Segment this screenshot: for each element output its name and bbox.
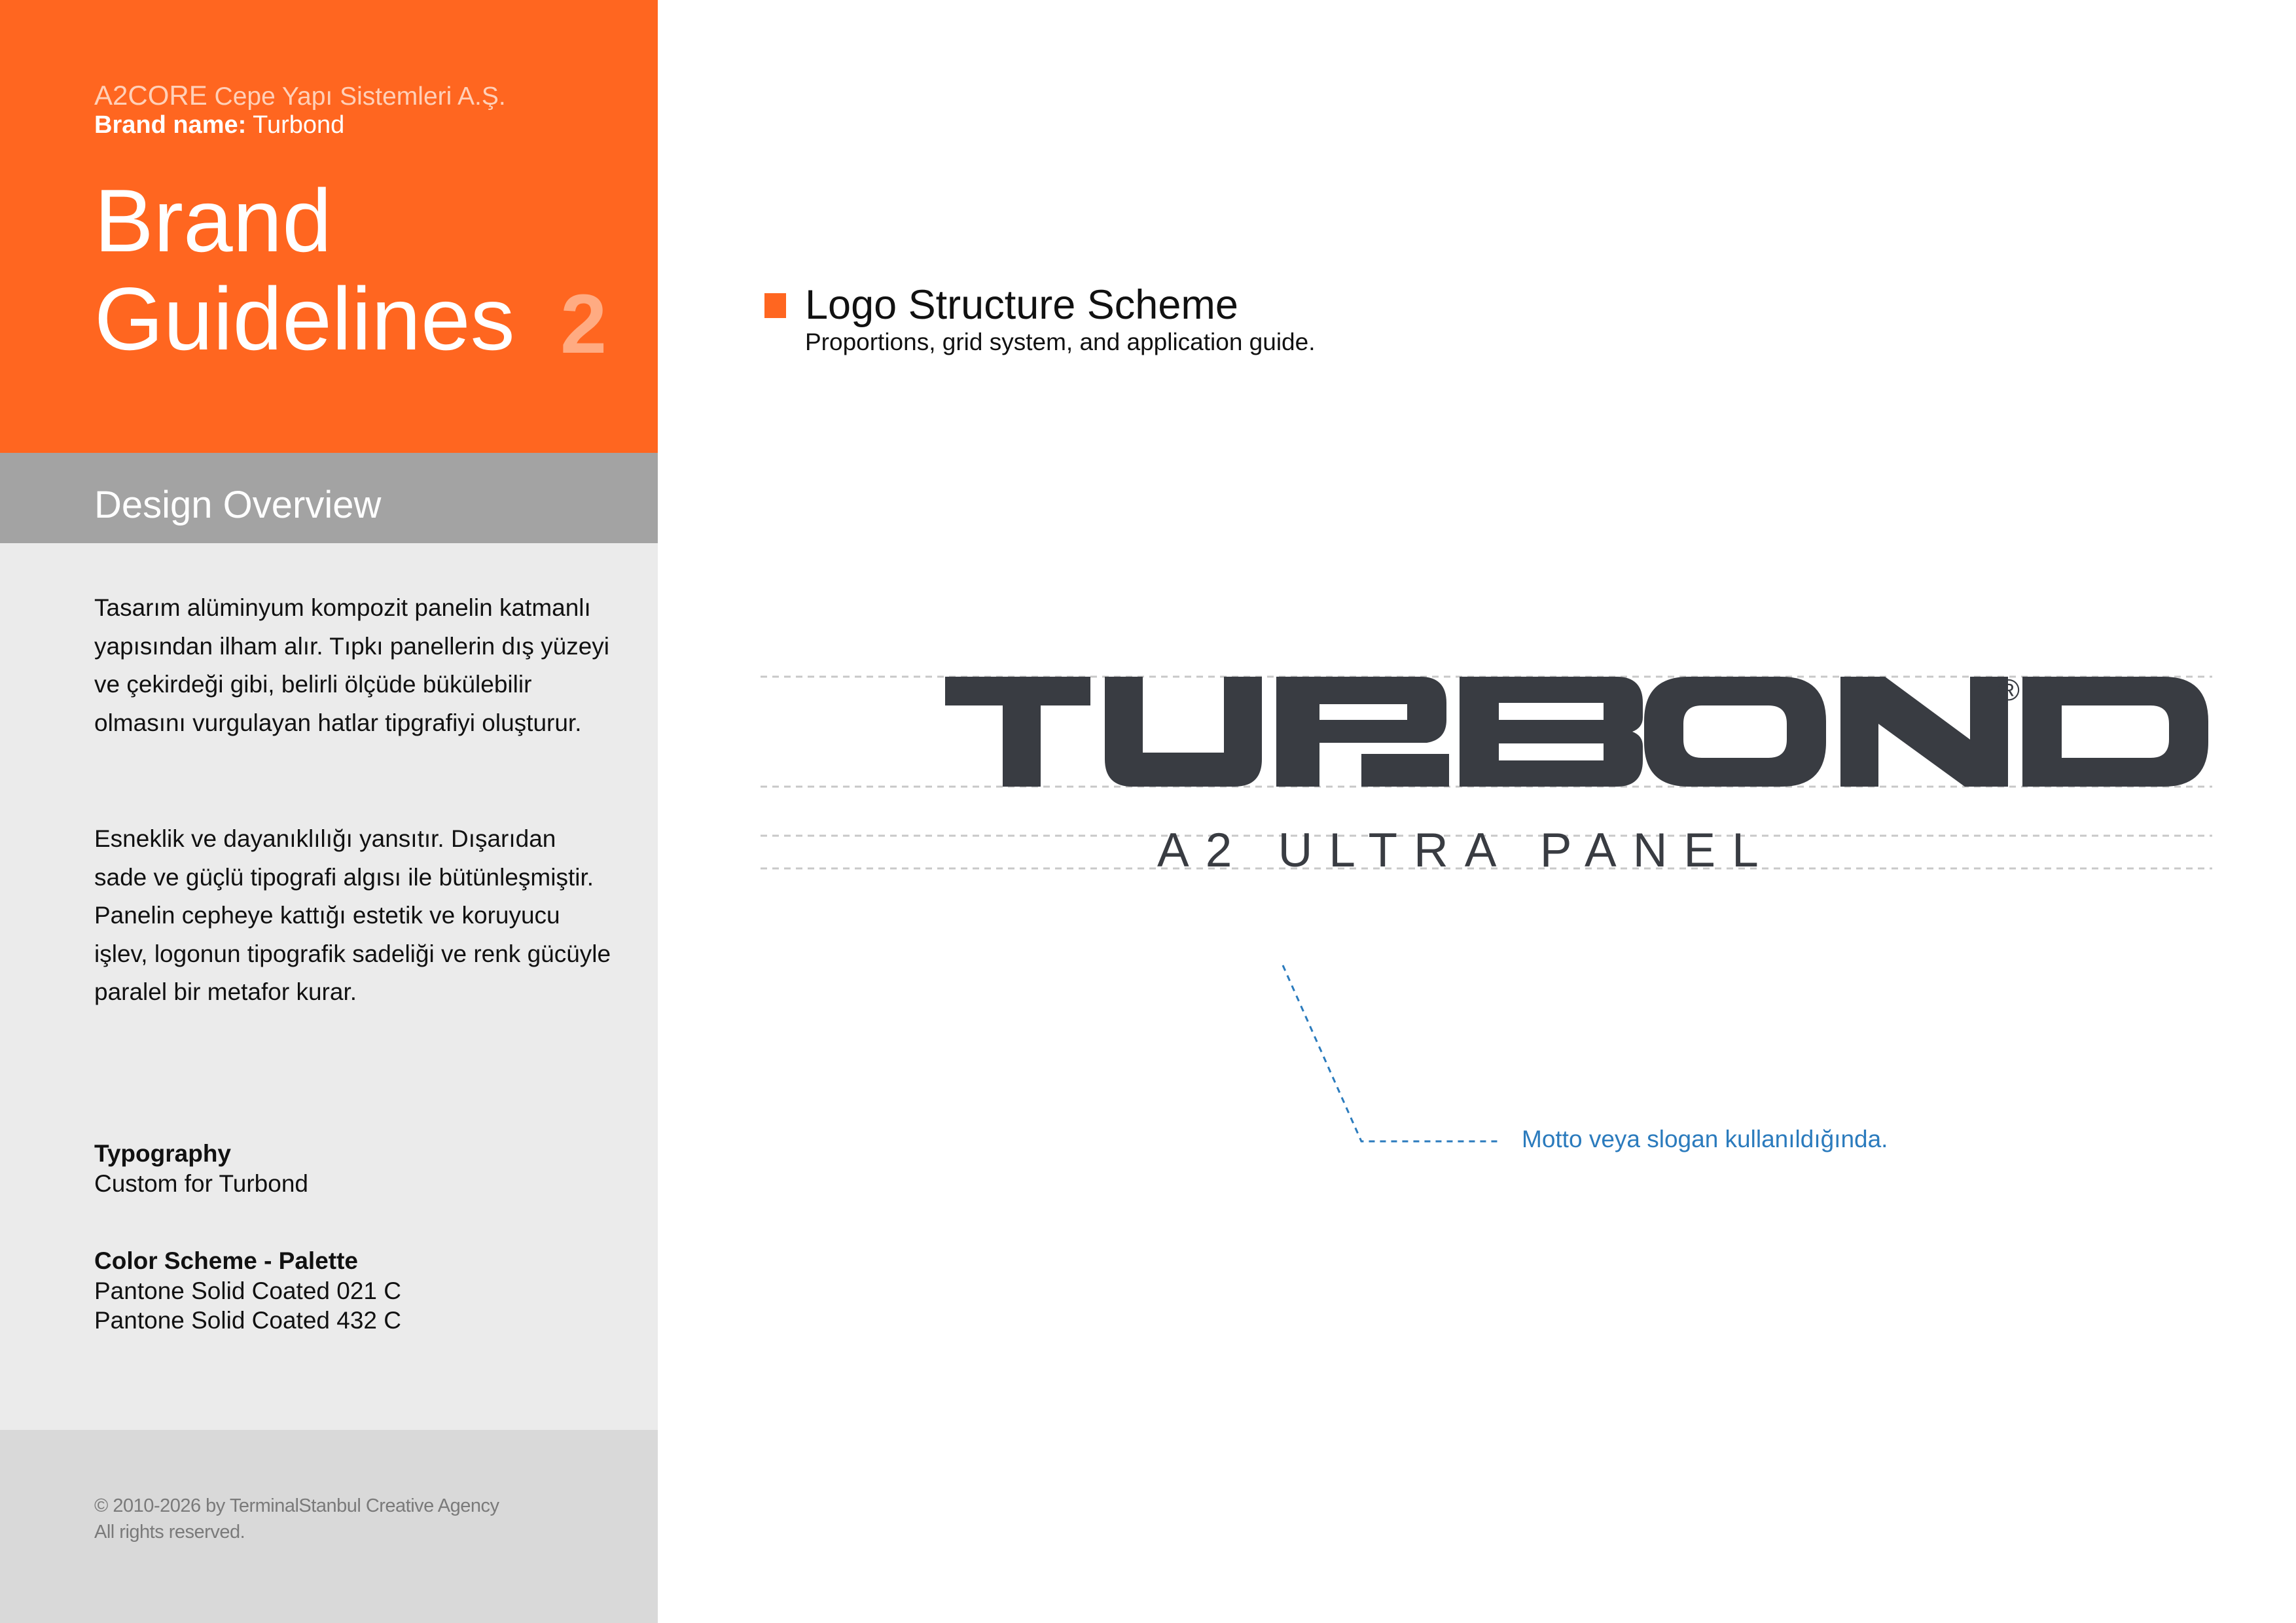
registered-mark: ® <box>1998 673 2020 707</box>
main-subtitle: Proportions, grid system, and application guide. <box>805 329 1316 355</box>
document-title-line1: Brand <box>94 171 332 270</box>
brand-name-label: Brand name: <box>94 111 247 139</box>
glyph-d <box>2022 677 2208 787</box>
typography-value: Custom for Turbond <box>94 1170 308 1197</box>
copyright-line-1: © 2010-2026 by TerminalStanbul Creative Agency <box>94 1495 499 1516</box>
copyright-line-2: All rights reserved. <box>94 1522 245 1543</box>
color-scheme-heading: Color Scheme - Palette <box>94 1247 359 1274</box>
glyph-u <box>1105 677 1262 787</box>
motto-note: Motto veya slogan kullanıldığında. <box>1522 1126 1888 1152</box>
glyph-r-leg <box>1361 754 1449 787</box>
overview-paragraph-2: Esneklik ve dayanıklılığı yansıtır. Dışarıdan sade ve güçlü tipografi algısı ile bütünleşmiştir. Panelin cepheye kattığı estetik ve koruyucu işlev, logonun tipografik sadeliği ve renk gücüyle paralel bir metafor kurar. <box>94 825 611 1005</box>
color-value-1: Pantone Solid Coated 021 C <box>94 1277 402 1304</box>
section-title: Design Overview <box>94 484 382 526</box>
motto-callout-line <box>1283 965 1500 1141</box>
page-number: 2 <box>560 277 607 371</box>
brand-name-value: Turbond <box>246 111 345 139</box>
overview-paragraph-1: Tasarım alüminyum kompozit panelin katmanlı yapısından ilham alır. Tıpkı panellerin dış yüzeyi ve çekirdeği gibi, belirli ölçüde bükülebilir olmasını vurgulayan hatlar tipgrafiyi oluşturur. <box>94 594 610 736</box>
document-title-line2: Guidelines <box>94 269 515 368</box>
glyph-n <box>1840 677 2008 787</box>
motto-callout-path <box>1283 965 1500 1141</box>
company-name-lead: A2CORE <box>94 80 207 111</box>
typography-heading: Typography <box>94 1140 231 1167</box>
company-name-rest: Cepe Yapı Sistemleri A.Ş. <box>207 82 506 111</box>
glyph-t-stem <box>1003 677 1041 787</box>
color-value-2: Pantone Solid Coated 432 C <box>94 1307 402 1334</box>
main-title: Logo Structure Scheme <box>805 282 1238 328</box>
logo-tagline: A2 ULTRA PANEL <box>1157 824 1775 877</box>
glyph-b <box>1460 677 1643 787</box>
glyph-o <box>1644 677 1826 787</box>
